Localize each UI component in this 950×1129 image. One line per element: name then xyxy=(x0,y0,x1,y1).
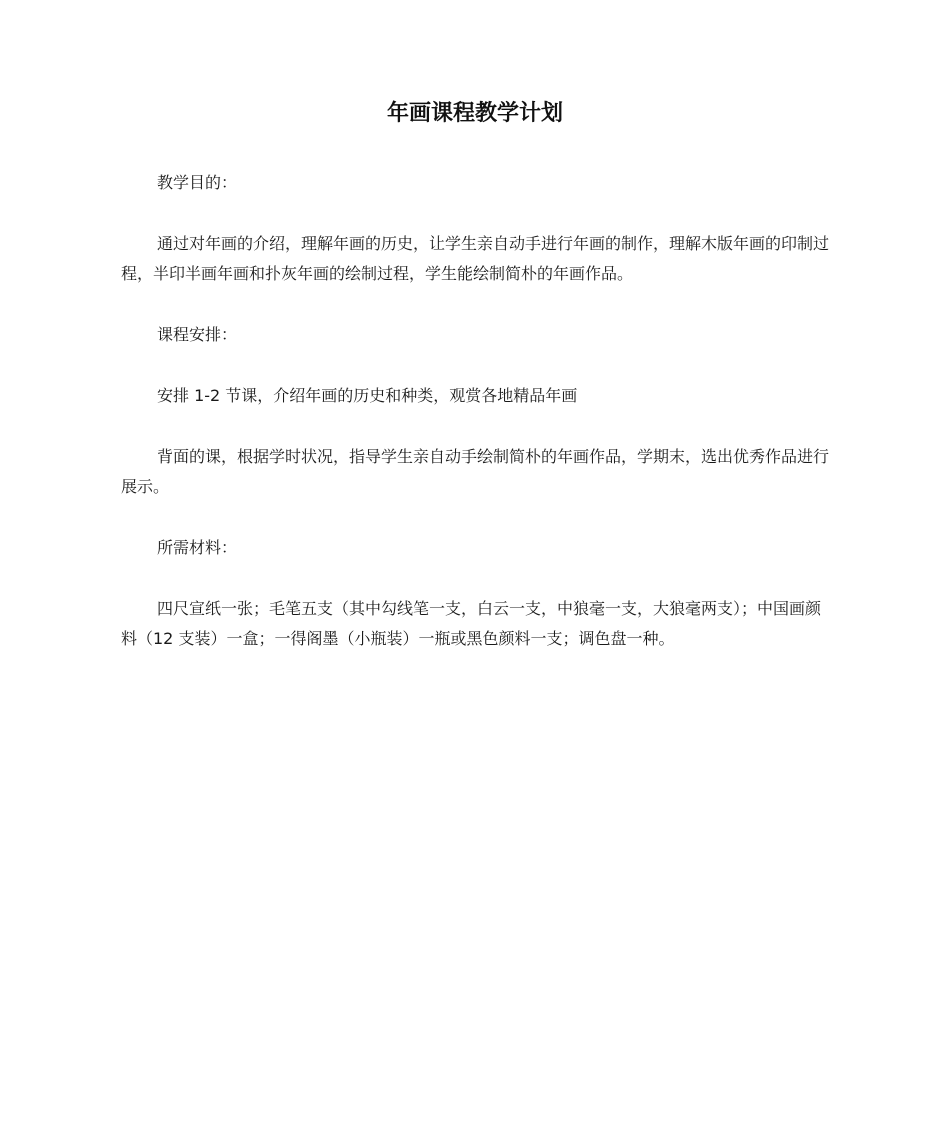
schedule-item-2: 背面的课，根据学时状况，指导学生亲自动手绘制简朴的年画作品，学期末，选出优秀作品进行展示。 xyxy=(121,447,830,496)
paragraph-spacer xyxy=(121,350,833,381)
materials-paragraph: 四尺宣纸一张；毛笔五支（其中勾线笔一支，白云一支，中狼毫一支，大狼毫两支）；中国画颜料（12 支装）一盒；一得阁墨（小瓶装）一瓶或黑色颜料一支；调色盘一种。 xyxy=(121,599,822,648)
paragraph-spacer xyxy=(121,411,833,442)
purpose-paragraph: 通过对年画的介绍，理解年画的历史，让学生亲自动手进行年画的制作，理解木版年画的印制过程，半印半画年画和扑灰年画的绘制过程，学生能绘制简朴的年画作品。 xyxy=(121,234,830,283)
paragraph-spacer xyxy=(121,289,833,320)
paragraph-spacer xyxy=(121,502,833,533)
materials-heading: 所需材料： xyxy=(157,538,238,557)
document-body xyxy=(121,168,833,654)
document-title: 年画课程教学计划 xyxy=(386,101,563,126)
purpose-heading: 教学目的： xyxy=(157,173,238,192)
schedule-item-1: 安排 1-2 节课，介绍年画的历史和种类，观赏各地精品年画 xyxy=(157,386,578,405)
paragraph-spacer xyxy=(121,198,833,229)
paragraph-spacer xyxy=(121,563,833,594)
schedule-heading: 课程安排： xyxy=(157,325,238,344)
